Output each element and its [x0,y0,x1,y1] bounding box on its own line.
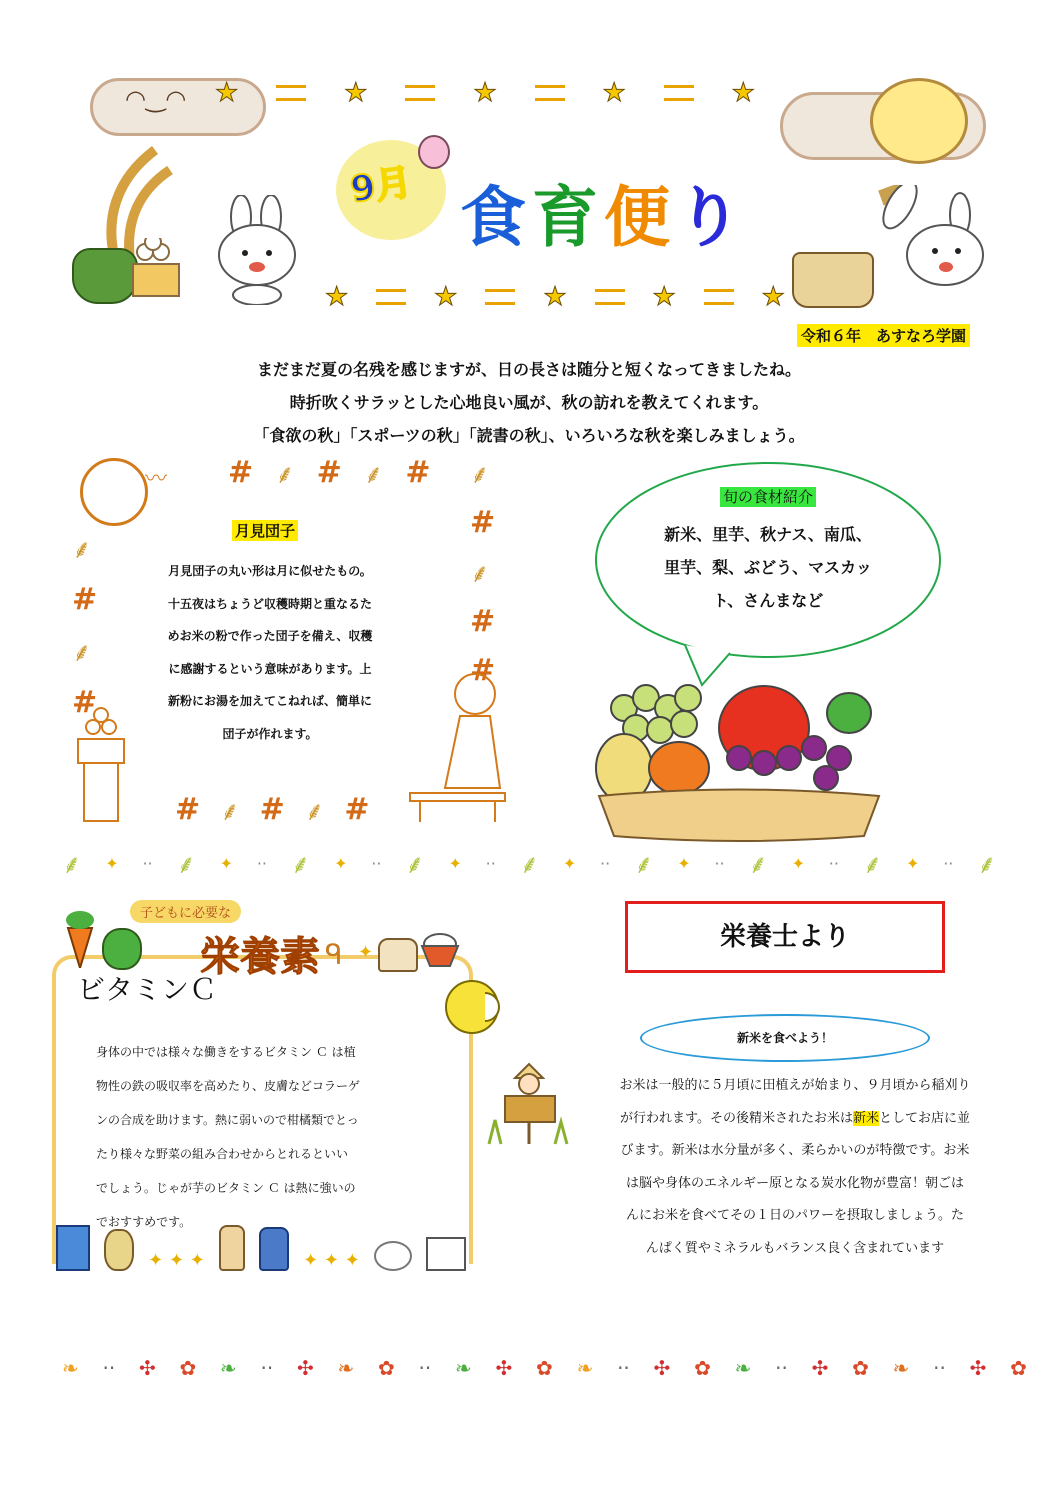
rice-ear-icon: ⸙ [748,850,768,880]
grass-icon: ⸙ [470,460,490,490]
tsukimi-line: 月見団子の丸い形は月に似せたもの。 [168,564,372,578]
title-char-2: 育 [532,179,598,256]
nutrient-line: ンの合成を助けます。熱に弱いので柑橘類でとっ [96,1113,359,1127]
dash-icon [664,85,694,101]
star-icon: ★ [652,282,676,312]
dietitian-body [597,1070,993,1265]
mortar-icon [792,252,874,308]
hash-icon: # [72,685,98,720]
lemon-character-icon [440,975,510,1045]
dragonfly-icon: ✣ [969,1356,987,1380]
sparkle-icon: ✦ [791,853,806,873]
milk-icon [56,1225,90,1271]
dietitian-line: は脳や身体のエネルギー原となる炭水化物が豊富！朝ごは [625,1175,964,1191]
reading-girl-icon [405,668,510,824]
dash-icon [376,289,406,305]
intro-line-2: 時折吹くサラッとした心地良い風が、秋の訪れを教えてくれます。 [289,393,769,412]
dietitian-oval [640,1014,930,1062]
bottle-icon [219,1225,245,1271]
grass-icon: ⸙ [470,559,490,589]
leaf-icon: ❧ [62,1356,79,1380]
nutrient-line: でしょう。じゃが芋のビタミン Ｃ は熱に強いの [96,1181,356,1195]
dango-stand-icon [125,238,187,300]
hash-icon: # [470,505,496,540]
title-char-1: 食 [460,179,526,256]
flower-icon: ✿ [1010,1356,1027,1380]
rice-ear-icon: ⸙ [633,850,654,880]
nutrient-subtitle: ビタミンＣ [77,973,218,1006]
frame-left-col [72,530,97,720]
sun-face-icon [870,78,968,164]
flower-icon: ✿ [694,1356,711,1380]
nutrient-title: 栄養素 [200,934,320,980]
tsukimi-line: 団子が作れます。 [222,726,318,741]
rice-ear-icon: ⸙ [405,850,425,880]
bottom-star-row [325,284,785,310]
star-icon: ★ [543,282,567,312]
sun-face-small-icon [80,458,148,526]
dots-icon: ·· [485,853,496,873]
carrot-icon [60,910,100,968]
dietitian-line-2b: としてお店に並 [878,1110,970,1126]
tsukimi-line: に感謝するという意味があります。上 [168,661,372,676]
dots-icon: ·· [142,853,153,873]
intro-line-3: 「食欲の秋」「スポーツの秋」「読書の秋」、いろいろな秋を楽しみましょう。 [253,426,805,445]
dash-icon [535,85,565,101]
rice-ear-icon: ⸙ [519,850,540,880]
hash-icon: # [175,792,201,827]
dietitian-line: んぱく質やミネラルもバランス良く含まれています [645,1240,945,1256]
rice-ear-icon: ⸙ [62,850,82,880]
star-icon: ★ [602,78,626,108]
page-title [460,179,742,256]
dragonfly-icon: ✣ [653,1356,671,1380]
sparkle-icon: ✦ [334,853,348,873]
dragonfly-icon: ✣ [297,1356,314,1380]
sparkle-icon: ✦ ✦ ✦ [303,1250,360,1271]
frame-top-row [228,455,430,491]
egg-icon [374,1241,412,1271]
potato-icon [104,1229,134,1271]
title-char-4: り [676,179,742,256]
dash-icon [276,85,306,101]
sparkle-icon: ✦ [906,853,920,873]
rice-bowl-icon [420,932,460,968]
hash-icon: # [470,653,496,688]
month-badge: 9月 [347,161,415,212]
dietitian-oval-title: 新米を食べよう！ [736,1031,833,1045]
seasonal-heading-text: 旬の食材紹介 [720,487,816,507]
new-rice-highlight: 新米 [852,1110,879,1126]
leaf-icon: ❧ [220,1356,237,1380]
scarecrow-icon [485,1060,575,1145]
nutrient-tag: 子どもに必要な [130,900,241,923]
dots-icon: ·· [256,853,268,873]
rabbit-small-icon [418,135,450,169]
flower-icon: ✿ [536,1356,553,1380]
dots-icon: ·· [943,853,954,873]
sparkle-icon: ✦ ✦ ✦ [148,1250,205,1271]
star-icon: ★ [344,78,368,108]
nutrient-line: たり様々な野菜の組み合わせからとれるといい [96,1147,349,1161]
dots-icon: ·· [775,1356,788,1380]
tsukimi-heading: 月見団子 [232,520,298,541]
org-label: 令和６年 あすなろ学園 [797,324,970,347]
dango-tower-icon [72,705,130,823]
grass-icon: ⸙ [304,797,325,827]
sparkle-icon: ✦ [105,853,119,873]
leaf-divider [62,1356,1027,1380]
dots-icon: ·· [260,1356,274,1380]
leaf-icon: ❧ [734,1356,752,1380]
flower-icon: ✿ [852,1356,869,1380]
rabbit-icon [205,195,310,305]
dash-icon [595,289,625,305]
fruit-basket-icon [594,668,884,843]
dietitian-line: お米は一般的に５月頃に田植えが始まり、９月頃から稲刈り [619,1078,971,1093]
dots-icon: ·· [600,853,611,873]
sparkle-icon: ✦ [219,853,234,873]
dietitian-line-2a: が行われます。その後精米されたお米は [620,1110,853,1126]
hash-icon: # [259,792,285,827]
frame-right-col [470,455,495,688]
seasonal-line: ト、さんまなど [712,591,824,610]
leaf-icon: ❧ [892,1356,910,1380]
tofu-icon [426,1237,466,1271]
seasonal-line: 新米、里芋、秋ナス、南瓜、 [664,525,872,544]
sparkle-icon: ✦ [677,853,691,873]
sparkle-icon: ✦ [448,853,462,873]
nutrient-line: 物性の鉄の吸収率を高めたり、皮膚などコラーゲ [96,1079,361,1093]
tsukimi-line: めお米の粉で作った団子を備え、収穫 [167,629,373,643]
spoon-icon: ᑫ [325,938,343,971]
star-icon: ★ [325,282,349,312]
seasonal-line: 里芋、梨、ぶどう、マスカッ [664,558,872,577]
grass-icon: ⸙ [275,460,295,490]
leaf-icon: ❧ [576,1356,594,1380]
star-icon: ★ [434,282,458,312]
dragonfly-icon: ✣ [138,1356,156,1380]
title-char-3: 便 [604,179,670,256]
grass-icon: ⸙ [220,797,240,827]
nutrient-body [96,1035,426,1239]
hash-icon: # [228,455,254,490]
star-icon: ★ [761,282,785,312]
dragonfly-icon: ✣ [811,1356,829,1380]
leaf-icon: ❧ [455,1356,472,1380]
flower-icon: ✿ [179,1356,197,1380]
grass-icon: ⸙ [363,460,384,490]
dots-icon: ·· [828,853,839,873]
hash-icon: # [405,455,431,490]
dots-icon: ·· [371,853,382,873]
star-icon: ★ [215,78,239,108]
dragonfly-icon: ✣ [495,1356,513,1380]
nutrient-line: 身体の中では様々な働きをするビタミン Ｃ は植 [96,1045,356,1059]
dash-icon [485,289,515,305]
nutrient-line: でおすすめです。 [96,1215,192,1229]
dash-icon [704,289,734,305]
star-icon: ★ [731,78,755,108]
hash-icon: # [72,582,98,617]
grain-divider [62,845,997,881]
dash-icon [405,85,435,101]
wind-icon: 〰 [145,467,168,492]
dots-icon: ·· [102,1356,116,1380]
sparkle-icon: ✦ [562,853,577,873]
rice-ear-icon: ⸙ [977,850,997,880]
food-icon-row [56,1225,466,1271]
dietitian-line: びます。新米は水分量が多く、柔らかいのが特徴です。お米 [620,1143,970,1158]
intro-line-1: まだまだ夏の名残を感じますが、日の長さは随分と短くなってきましたね。 [256,360,801,379]
dietitian-line-2 [597,1103,993,1136]
dots-icon: ·· [418,1356,432,1380]
bread-icon [378,938,418,972]
rice-ear-icon: ⸙ [862,850,883,880]
seasonal-heading [590,486,946,507]
rice-ear-icon: ⸙ [290,850,311,880]
tsukimi-line: 新粉にお湯を加えてこねれば、簡単に [167,694,372,708]
hash-icon: # [316,455,342,490]
dietitian-box-title: 栄養士より [719,922,850,952]
star-icon: ★ [473,78,497,108]
hash-icon: # [344,792,370,827]
tsukimi-body [145,555,395,750]
bottle-icon [259,1227,289,1271]
leaf-icon: ❧ [337,1356,355,1380]
face-left-icon: ◠‿◠ [125,85,187,113]
seasonal-body [590,518,946,617]
dots-icon: ·· [714,853,725,873]
flower-icon: ✿ [378,1356,395,1380]
top-star-row [215,80,755,106]
dietitian-line: んにお米を食べてその１日のパワーを摂取しましょう。た [625,1208,964,1223]
grass-icon: ⸙ [72,638,92,668]
rice-ear-icon: ⸙ [176,850,196,880]
dots-icon: ·· [617,1356,630,1380]
pepper-icon [102,928,142,970]
dots-icon: ·· [933,1356,946,1380]
sparkle-icon: ✦ [358,942,374,963]
grass-icon: ⸙ [72,535,92,565]
dietitian-box [625,901,945,973]
hash-icon: # [470,604,496,639]
tsukimi-line: 十五夜はちょうど収穫時期と重なるた [167,596,372,611]
frame-bottom-row [175,792,369,828]
